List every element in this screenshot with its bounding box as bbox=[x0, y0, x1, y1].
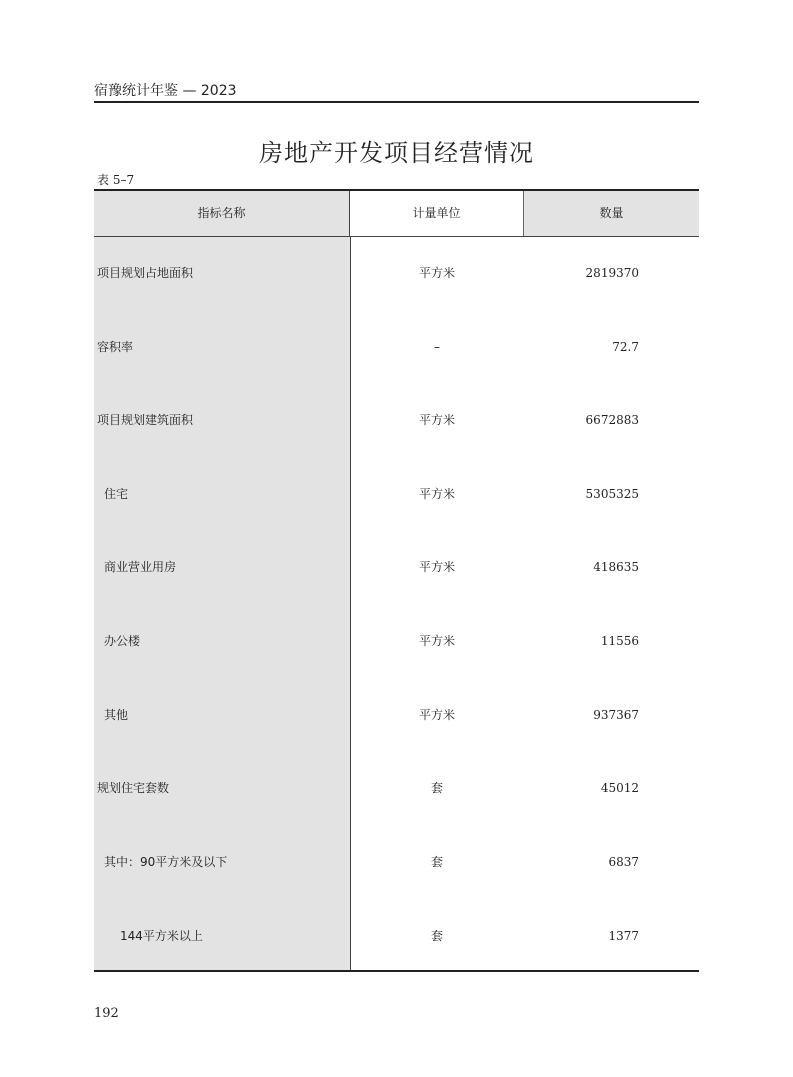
table-row bbox=[94, 484, 699, 504]
row-quantity: 45012 bbox=[600, 781, 639, 795]
row-quantity: 2819370 bbox=[585, 266, 639, 280]
row-name: 其中：90平方米及以下 bbox=[104, 855, 228, 869]
row-quantity: 6837 bbox=[608, 855, 639, 869]
page-number: 192 bbox=[94, 1006, 119, 1021]
row-quantity: 418635 bbox=[593, 560, 639, 574]
row-quantity: 72.7 bbox=[612, 340, 639, 354]
row-unit: 平方米 bbox=[418, 266, 455, 280]
table-row bbox=[94, 631, 699, 651]
row-name: 其他 bbox=[104, 708, 129, 722]
table-row bbox=[94, 926, 699, 946]
row-unit: 平方米 bbox=[418, 634, 455, 648]
table-number: 表 5–7 bbox=[97, 173, 135, 187]
row-name: 项目规划建筑面积 bbox=[97, 413, 194, 427]
header-rule bbox=[94, 101, 699, 103]
row-unit: 套 bbox=[430, 929, 443, 943]
row-quantity: 1377 bbox=[608, 929, 639, 943]
row-name: 项目规划占地面积 bbox=[97, 266, 194, 280]
row-unit: 套 bbox=[430, 781, 443, 795]
header-indicator-name: 指标名称 bbox=[94, 191, 350, 236]
table-row bbox=[94, 705, 699, 725]
row-quantity: 5305325 bbox=[585, 487, 639, 501]
row-name: 规划住宅套数 bbox=[97, 781, 170, 795]
table-row bbox=[94, 263, 699, 283]
row-name: 住宅 bbox=[104, 487, 129, 501]
running-header: 宿豫统计年鉴 — 2023 bbox=[94, 83, 237, 99]
header-quantity: 数量 bbox=[524, 191, 699, 236]
row-name: 144平方米以上 bbox=[120, 929, 203, 943]
table-row bbox=[94, 337, 699, 357]
table-header-row bbox=[94, 191, 699, 237]
row-unit: 套 bbox=[430, 855, 443, 869]
row-quantity: 937367 bbox=[593, 708, 639, 722]
page-title: 房地产开发项目经营情况 bbox=[259, 139, 534, 167]
row-unit: 平方米 bbox=[418, 413, 455, 427]
row-unit: 平方米 bbox=[418, 708, 455, 722]
header-unit: 计量单位 bbox=[350, 191, 524, 236]
row-unit: 平方米 bbox=[418, 487, 455, 501]
row-quantity: 11556 bbox=[600, 634, 639, 648]
row-name: 容积率 bbox=[97, 340, 134, 354]
row-name: 商业营业用房 bbox=[104, 560, 177, 574]
table-row bbox=[94, 557, 699, 577]
row-quantity: 6672883 bbox=[585, 413, 639, 427]
data-table bbox=[94, 189, 699, 972]
row-unit: 平方米 bbox=[418, 560, 455, 574]
row-unit: – bbox=[434, 340, 440, 354]
table-row bbox=[94, 410, 699, 430]
row-name: 办公楼 bbox=[104, 634, 141, 648]
table-row bbox=[94, 852, 699, 872]
table-row bbox=[94, 778, 699, 798]
